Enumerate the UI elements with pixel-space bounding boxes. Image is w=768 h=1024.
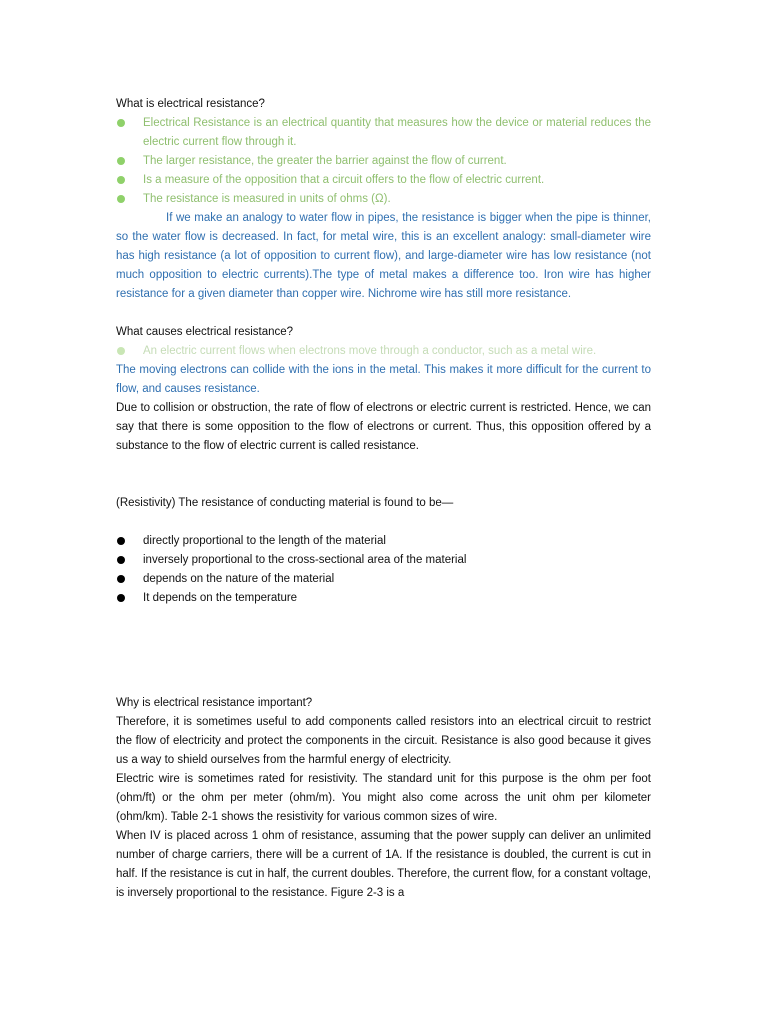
- importance-paragraph-2: Electric wire is sometimes rated for resistivity. The standard unit for this purpose is the ohm per foot (ohm/ft) or the ohm per meter (ohm/m). You might also come across the unit ohm per kilometer (ohm/km). Table 2-1 shows the resistivity for various common sizes of wire.: [116, 773, 651, 823]
- section-heading-causes: What causes electrical resistance?: [116, 326, 294, 338]
- list-item: An electric current flows when electrons move through a conductor, such as a metal wire.: [116, 342, 651, 361]
- bullet-icon: [117, 556, 125, 564]
- water-analogy-paragraph: If we make an analogy to water flow in pipes, the resistance is bigger when the pipe is thinner, so the water flow is decreased. In fact, for metal wire, this is an excellent analogy: small-diameter wire has high resistance (a lot of opposition to current flow), and large-diameter wire has low resistance (not much opposition to electric currents).The type of metal makes a difference too. Iron wire has higher resistance for a given diameter than copper wire. Nichrome wire has still more resistance.: [116, 212, 651, 300]
- list-item: inversely proportional to the cross-sectional area of the material: [116, 551, 651, 570]
- resistance-conclusion: Due to collision or obstruction, the rate of flow of electrons or electric current is restricted. Hence, we can say that there is some opposition to the flow of electrons or current. Thus, this opposition offered by a substance to the flow of electric current is called resistance.: [116, 402, 651, 452]
- spacer: [116, 513, 651, 532]
- resistivity-bullet-list: [116, 532, 651, 608]
- document-body: [116, 95, 651, 903]
- section-heading-importance: Why is electrical resistance important?: [116, 697, 313, 709]
- bullet-icon: [117, 119, 125, 127]
- section-heading-resistivity: (Resistivity) The resistance of conducting material is found to be—: [116, 497, 454, 509]
- list-item: The resistance is measured in units of ohms (Ω).: [116, 190, 651, 209]
- list-item: Is a measure of the opposition that a circuit offers to the flow of electric current.: [116, 171, 651, 190]
- list-item: The larger resistance, the greater the barrier against the flow of current.: [116, 152, 651, 171]
- bullet-icon: [117, 347, 125, 355]
- list-item: directly proportional to the length of the material: [116, 532, 651, 551]
- bullet-icon: [117, 195, 125, 203]
- spacer: [116, 456, 651, 494]
- bullet-icon: [117, 594, 125, 602]
- section-heading-what-is-resistance: What is electrical resistance?: [116, 98, 265, 110]
- spacer: [116, 608, 651, 684]
- importance-paragraph-1: Therefore, it is sometimes useful to add components called resistors into an electrical circuit to restrict the flow of electricity and protect the components in the circuit. Resistance is also good because it gives us a way to shield ourselves from the harmful energy of electricity.: [116, 716, 651, 766]
- list-item: Electrical Resistance is an electrical quantity that measures how the device or material reduces the electric current flow through it.: [116, 114, 651, 152]
- causes-bullet-list: [116, 342, 651, 361]
- spacer: [116, 684, 651, 694]
- bullet-icon: [117, 157, 125, 165]
- collision-explanation: The moving electrons can collide with the ions in the metal. This makes it more difficult for the current to flow, and causes resistance.: [116, 364, 651, 395]
- importance-paragraph-3: When IV is placed across 1 ohm of resistance, assuming that the power supply can deliver an unlimited number of charge carriers, there will be a current of 1A. If the resistance is doubled, the current is cut in half. If the resistance is cut in half, the current doubles. Therefore, the current flow, for a constant voltage, is inversely proportional to the resistance. Figure 2-3 is a: [116, 830, 651, 899]
- bullet-icon: [117, 537, 125, 545]
- bullet-icon: [117, 575, 125, 583]
- definition-bullet-list: [116, 114, 651, 209]
- spacer: [116, 304, 651, 323]
- bullet-icon: [117, 176, 125, 184]
- list-item: It depends on the temperature: [116, 589, 651, 608]
- list-item: depends on the nature of the material: [116, 570, 651, 589]
